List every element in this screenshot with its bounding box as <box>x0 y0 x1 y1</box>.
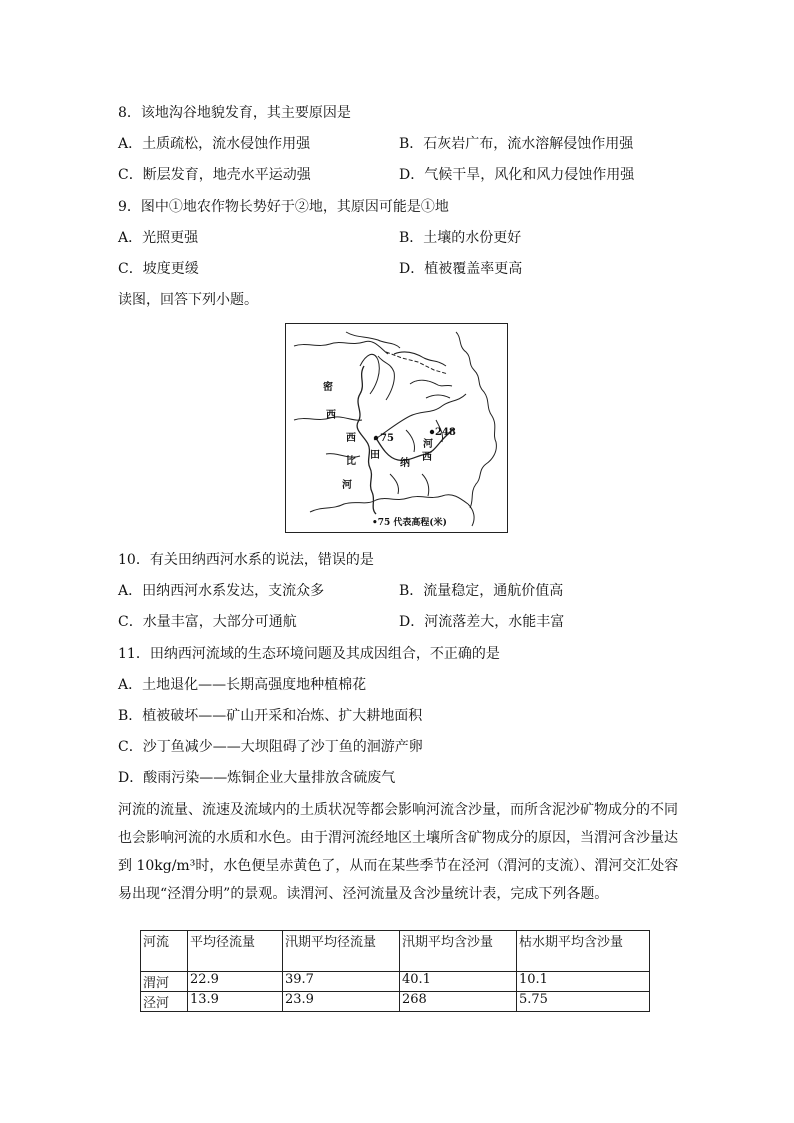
table-row <box>141 972 650 992</box>
elevation-point-75 <box>374 436 378 440</box>
map-label-xi: 西 <box>422 452 432 463</box>
q8-option-b: B．石灰岩广布，流水溶解侵蚀作用强 <box>399 136 634 152</box>
q10-stem: 10．有关田纳西河水系的说法，错误的是 <box>118 552 374 568</box>
q8-stem: 8．该地沟谷地貌发育，其主要原因是 <box>118 105 351 121</box>
passage-line-4: 易出现“泾渭分明”的景观。读渭河、泾河流量及含沙量统计表，完成下列各题。 <box>118 886 609 902</box>
q11-option-c: C．沙丁鱼减少——大坝阻碍了沙丁鱼的洄游产卵 <box>118 739 423 755</box>
table-cell: 渭河 <box>141 972 188 992</box>
table-cell: 23.9 <box>283 992 400 1012</box>
table-cell: 39.7 <box>283 972 400 992</box>
q9-stem: 9．图中①地农作物长势好于②地，其原因可能是①地 <box>118 199 449 215</box>
table-cell: 泾河 <box>141 992 188 1012</box>
q10-option-d: D．河流落差大，水能丰富 <box>399 614 565 630</box>
river-flow-sediment-table <box>140 930 650 1012</box>
table-header-cell: 枯水期平均含沙量 <box>517 931 650 972</box>
q8-option-c: C．断层发育，地壳水平运动强 <box>118 167 311 183</box>
table-header-row <box>141 931 650 972</box>
passage <box>118 796 678 908</box>
passage-line-2: 也会影响河流的水质和水色。由于渭河流经地区土壤所含矿物成分的原因，当渭河含沙量达 <box>118 830 678 846</box>
map-label-na: 纳 <box>400 458 410 469</box>
q10-option-b: B．流量稳定，通航价值高 <box>399 583 564 599</box>
map-elev-75: 75 <box>380 433 394 444</box>
passage-line-3: 到 10kg/m³时，水色便呈赤黄色了，从而在某些季节在泾河（渭河的支流）、渭河交汇处容 <box>118 858 679 874</box>
table-cell: 40.1 <box>400 972 517 992</box>
map-label-mi-2: 西 <box>326 410 336 421</box>
table-cell: 5.75 <box>517 992 650 1012</box>
map-label-mi-5: 河 <box>342 480 352 491</box>
table-cell: 13.9 <box>188 992 283 1012</box>
table-cell: 10.1 <box>517 972 650 992</box>
q10-option-a: A．田纳西河水系发达，支流众多 <box>118 583 325 599</box>
map-label-tian: 田 <box>370 450 380 461</box>
q11-stem: 11．田纳西河流域的生态环境问题及其成因组合，不正确的是 <box>118 646 500 662</box>
map-drawing <box>286 324 508 533</box>
q11-option-d: D．酸雨污染——炼铜企业大量排放含硫废气 <box>118 770 396 786</box>
q8-option-a: A．土质疏松，流水侵蚀作用强 <box>118 136 311 152</box>
q9-option-b: B．土壤的水份更好 <box>399 230 522 246</box>
passage-line-1: 河流的流量、流速及流域内的土质状况等都会影响河流含沙量，而所含泥沙矿物成分的不同 <box>118 802 678 818</box>
q9-option-a: A．光照更强 <box>118 230 199 246</box>
q11-option-a: A．土地退化——长期高强度地种植棉花 <box>118 677 367 693</box>
table-header-cell: 汛期平均径流量 <box>283 931 400 972</box>
map-label-mi-4: 比 <box>346 456 356 467</box>
table-header-cell: 河流 <box>141 931 188 972</box>
map-elev-248: 248 <box>435 427 456 438</box>
table-row <box>141 992 650 1012</box>
map-label-mi-3: 西 <box>346 433 356 444</box>
q9-option-c: C．坡度更缓 <box>118 261 199 277</box>
map-intro: 读图，回答下列小题。 <box>118 292 258 308</box>
map-label-mi-1: 密 <box>323 382 333 393</box>
elevation-point-248 <box>430 430 434 434</box>
q10-option-c: C．水量丰富，大部分可通航 <box>118 614 297 630</box>
q11-option-b: B．植被破坏——矿山开采和冶炼、扩大耕地面积 <box>118 708 423 724</box>
q9-option-d: D．植被覆盖率更高 <box>399 261 523 277</box>
tennessee-river-map <box>285 323 508 533</box>
map-label-he: 河 <box>423 439 433 450</box>
table-header-cell: 平均径流量 <box>188 931 283 972</box>
q8-option-d: D．气候干旱，风化和风力侵蚀作用强 <box>399 167 635 183</box>
map-legend: •75 代表高程(米) <box>372 518 447 528</box>
table-header-cell: 汛期平均含沙量 <box>400 931 517 972</box>
table-cell: 22.9 <box>188 972 283 992</box>
table-cell: 268 <box>400 992 517 1012</box>
